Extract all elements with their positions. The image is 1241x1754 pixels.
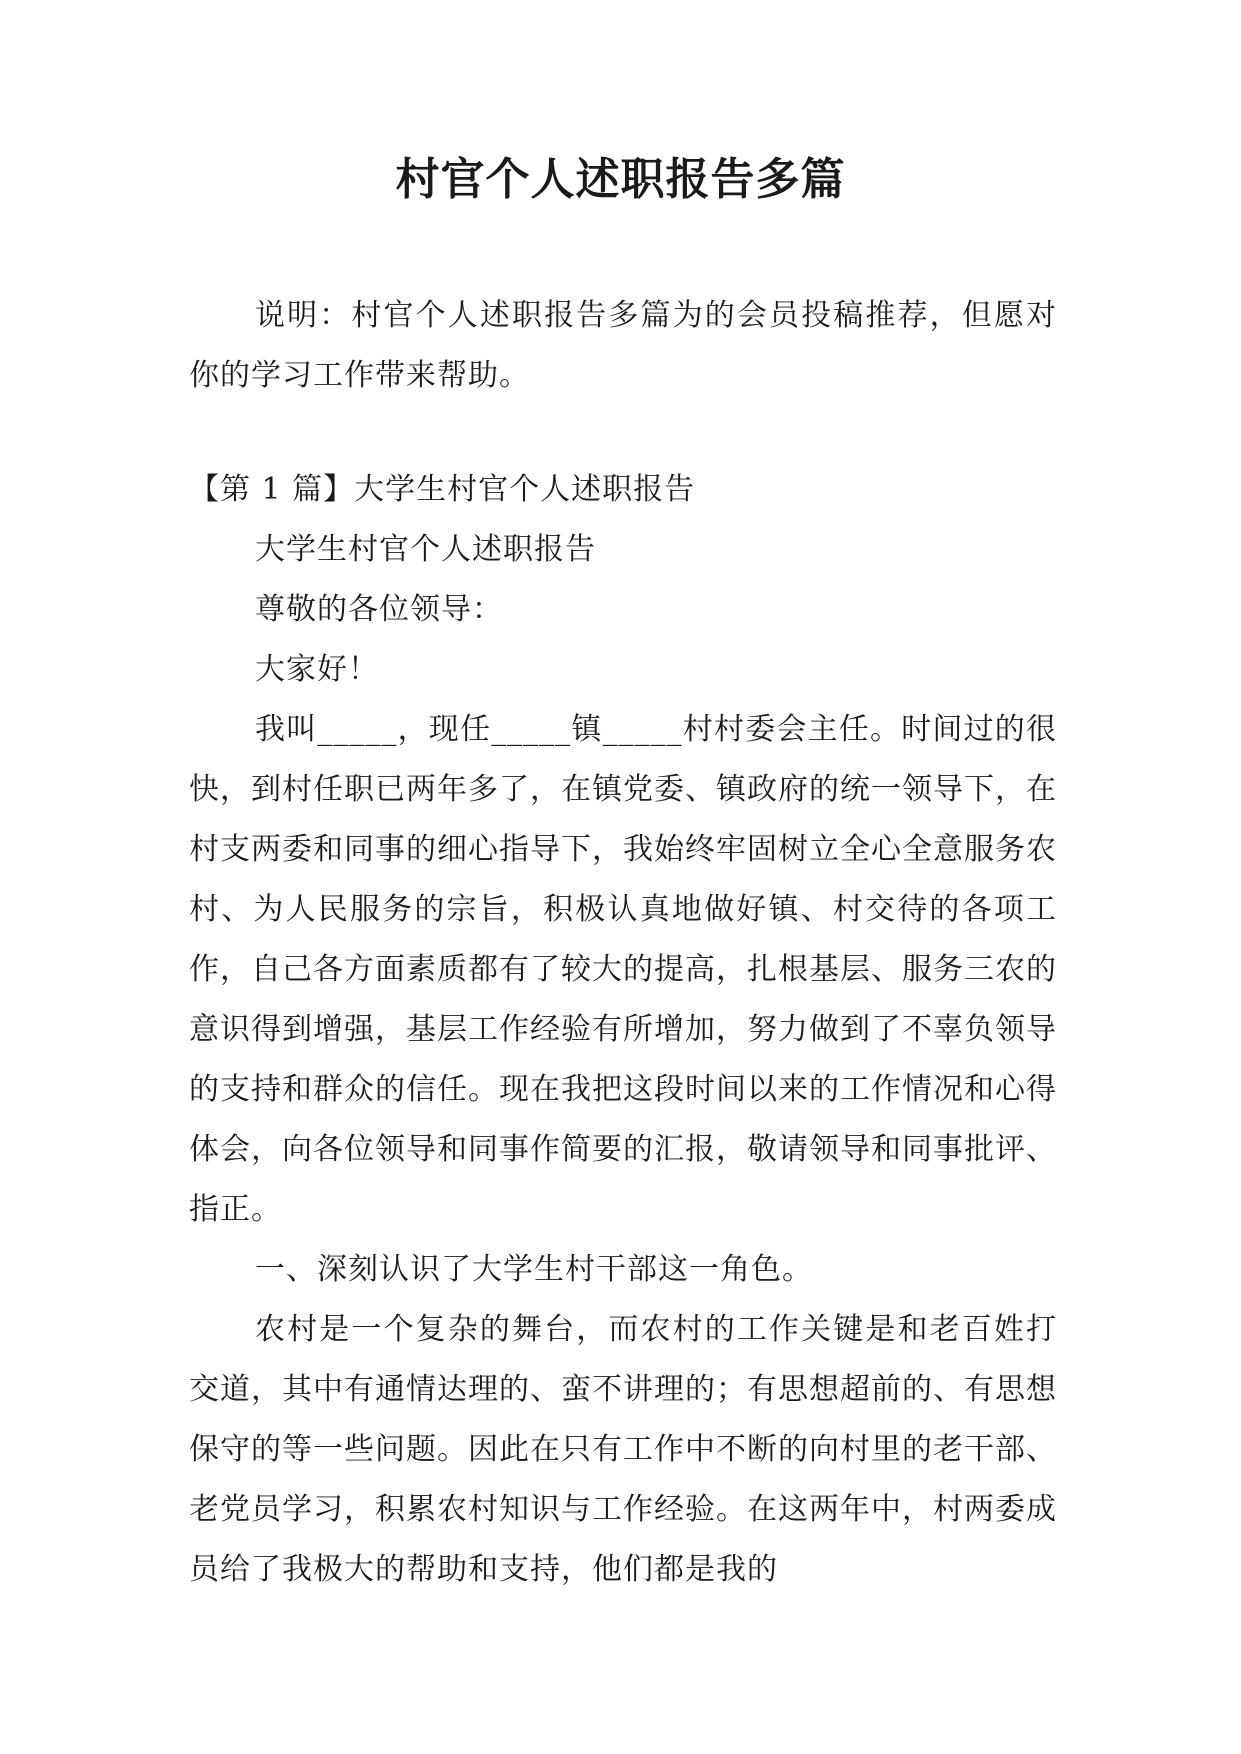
document-title: 村官个人述职报告多篇: [395, 154, 846, 205]
article-subtitle: 大学生村官个人述职报告: [255, 532, 596, 567]
body-paragraph: 农村是一个复杂的舞台，而农村的工作关键是和老百姓打交道，其中有通情达理的、蛮不讲理的；有思想超前的、有思想保守的等一些问题。因此在只有工作中不断的向村里的老干部、老党员学习，积累农村知识与工作经验。在这两年中，村两委成员给了我极大的帮助和支持，他们都是我的: [189, 1312, 1057, 1587]
body-paragraph: 我叫_____，现任_____镇_____村村委会主任。时间过的很快，到村任职已两年多了，在镇党委、镇政府的统一领导下，在村支两委和同事的细心指导下，我始终牢固树立全心全意服务农村、为人民服务的宗旨，积极认真地做好镇、村交待的各项工作，自己各方面素质都有了较大的提高，扎根基层、服务三农的意识得到增强，基层工作经验有所增加，努力做到了不辜负领导的支持和群众的信任。现在我把这段时间以来的工作情况和心得体会，向各位领导和同事作简要的汇报，敬请领导和同事批评、指正。: [189, 712, 1057, 1227]
intro-block: [189, 286, 1057, 406]
article-body: [189, 460, 1057, 1600]
greeting: 大家好！: [255, 652, 379, 687]
salutation: 尊敬的各位领导：: [255, 592, 503, 627]
section-point-heading: 一、深刻认识了大学生村干部这一角色。: [255, 1252, 813, 1287]
section-heading: 【第 1 篇】大学生村官个人述职报告: [189, 472, 696, 507]
intro-paragraph: 说明：村官个人述职报告多篇为的会员投稿推荐，但愿对你的学习工作带来帮助。: [189, 298, 1057, 393]
